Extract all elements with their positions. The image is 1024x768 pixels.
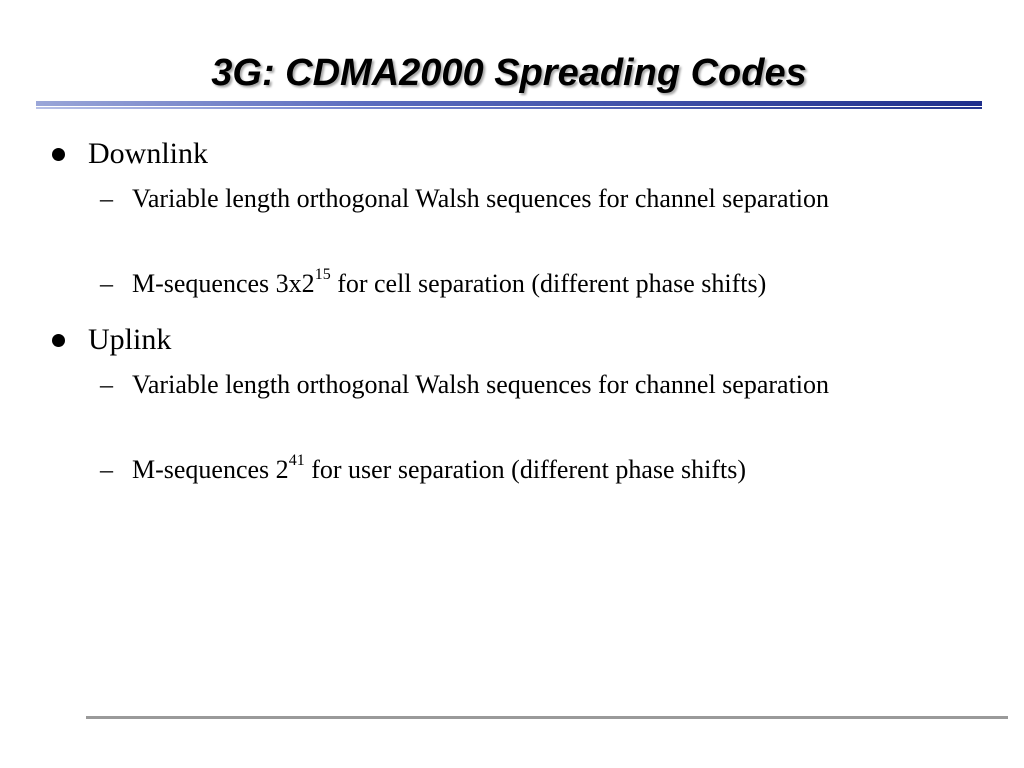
slide-title: 3G: CDMA2000 Spreading Codes — [211, 52, 807, 94]
sub-bullet-text — [132, 451, 932, 489]
bullet-dot-icon — [52, 148, 65, 161]
dash-icon: – — [100, 370, 113, 399]
footer-divider — [86, 716, 1008, 719]
dash-icon: – — [100, 269, 113, 298]
title-underline-thin — [36, 107, 982, 109]
dash-icon: – — [100, 184, 113, 213]
sub-bullet-text — [132, 265, 932, 303]
sub-bullet-prefix: M-sequences 3x2 — [132, 269, 315, 298]
superscript-exponent: 41 — [288, 452, 305, 470]
bullet-heading: Downlink — [88, 137, 208, 170]
dash-icon: – — [100, 455, 113, 484]
sub-bullet-suffix: for user separation (different phase shifts) — [304, 455, 747, 484]
sub-bullet-text: Variable length orthogonal Walsh sequences for channel separation — [132, 370, 830, 399]
bullet-dot-icon — [52, 334, 65, 347]
sub-bullet-suffix: for cell separation (different phase shifts) — [330, 269, 767, 298]
superscript-exponent: 15 — [314, 266, 331, 284]
title-underline — [36, 101, 982, 106]
bullet-heading: Uplink — [88, 323, 172, 356]
sub-bullet-prefix: M-sequences 2 — [132, 455, 289, 484]
sub-bullet-text: Variable length orthogonal Walsh sequences for channel separation — [132, 184, 830, 213]
